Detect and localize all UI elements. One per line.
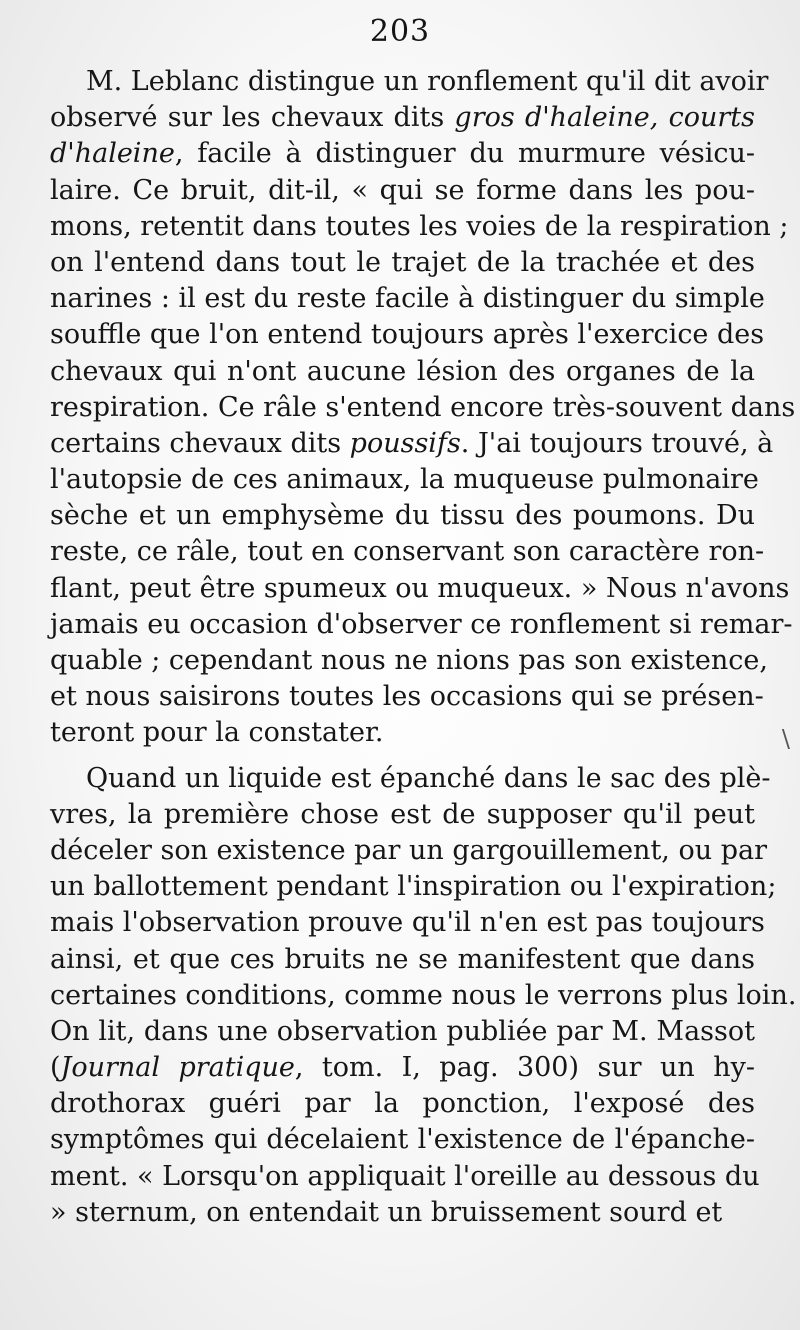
text-segment: , tom. I, pag. 300) sur un hy- xyxy=(294,1052,755,1084)
text-segment: , facile à distinguer du murmure vésicu- xyxy=(174,138,755,170)
text-segment: ainsi, et que ces bruits ne se manifestent que dans xyxy=(50,943,755,975)
text-line xyxy=(50,426,774,462)
paragraph xyxy=(50,761,797,1231)
italic-text: Journal pratique xyxy=(60,1052,295,1084)
text-segment: reste, ce râle, tout en conservant son caractère ron- xyxy=(50,536,765,568)
text-segment: mais l'observation prouve qu'il n'en est pas toujours xyxy=(50,907,765,939)
text-line xyxy=(50,905,765,941)
text-segment: on l'entend dans tout le trajet de la trachée et des xyxy=(50,246,755,278)
text-segment: déceler son existence par un gargouillement, ou par xyxy=(50,834,767,866)
text-line xyxy=(50,354,755,390)
text-segment: narines : il est du reste facile à distinguer du simple xyxy=(50,283,765,315)
text-line xyxy=(50,100,755,136)
text-segment: sèche et un emphysème du tissu des poumons. Du xyxy=(50,500,755,532)
text-line xyxy=(50,797,755,833)
text-line xyxy=(50,317,765,353)
text-line xyxy=(50,64,769,100)
text-segment: quable ; cependant nous ne nions pas son existence, xyxy=(50,645,768,676)
text-line xyxy=(50,607,793,643)
text-line xyxy=(50,869,777,905)
text-segment: teront pour la constater. xyxy=(50,717,384,749)
text-line xyxy=(50,1050,755,1086)
text-line xyxy=(50,390,796,426)
text-line xyxy=(50,245,755,281)
text-line xyxy=(50,942,755,978)
text-line xyxy=(50,498,755,534)
text-line xyxy=(50,1159,760,1195)
italic-text: gros d'haleine, courts xyxy=(454,102,755,134)
text-line xyxy=(50,715,755,751)
text-line xyxy=(50,978,797,1014)
text-segment: certains chevaux dits xyxy=(50,427,350,459)
text-segment: ( xyxy=(50,1052,61,1084)
text-segment: laire. Ce bruit, dit-il, « qui se forme dans les pou- xyxy=(50,174,755,206)
text-segment: certaines conditions, comme nous le verrons plus loin. xyxy=(50,979,797,1011)
text-segment: flant, peut être spumeux ou muqueux. » Nous n'avons xyxy=(50,572,790,604)
text-segment: » sternum, on entendait un bruissement sourd et xyxy=(50,1196,723,1228)
text-line xyxy=(50,833,767,869)
text-segment: un ballottement pendant l'inspiration ou l'expiration; xyxy=(50,871,777,903)
text-line xyxy=(50,643,768,679)
text-segment: . J'ai toujours trouvé, à xyxy=(460,427,774,459)
text-line xyxy=(50,281,765,317)
text-segment: respiration. Ce râle s'entend encore très-souvent dans xyxy=(50,391,796,423)
text-segment: Quand un liquide est épanché dans le sac des plè- xyxy=(86,762,771,794)
text-segment: On lit, dans une observation publiée par M. Massot xyxy=(50,1015,755,1047)
text-segment: M. Leblanc distingue un ronflement qu'il dit avoir xyxy=(86,66,769,97)
text-segment: jamais eu occasion d'observer ce ronflement si remar- xyxy=(50,608,793,640)
text-line xyxy=(50,209,789,245)
text-line xyxy=(50,571,790,607)
paragraph xyxy=(50,64,796,752)
text-line xyxy=(50,679,764,715)
italic-text: d'haleine xyxy=(50,138,175,170)
text-segment: chevaux qui n'ont aucune lésion des organes de la xyxy=(50,355,755,387)
text-line xyxy=(50,1122,755,1158)
text-line xyxy=(50,173,755,209)
text-line xyxy=(50,1014,755,1050)
text-segment: symptômes qui décelaient l'existence de l'épanche- xyxy=(50,1124,755,1156)
text-segment: vres, la première chose est de supposer qu'il peut xyxy=(50,798,755,830)
text-segment: ment. « Lorsqu'on appliquait l'oreille au dessous du xyxy=(50,1160,760,1192)
page-number: 203 xyxy=(369,14,431,49)
text-segment: et nous saisirons toutes les occasions qui se présen- xyxy=(50,681,764,713)
italic-text: poussifs xyxy=(349,427,461,459)
text-segment: drothorax guéri par la ponction, l'exposé des xyxy=(50,1088,755,1120)
text-line xyxy=(50,136,755,172)
text-segment: l'autopsie de ces animaux, la muqueuse pulmonaire xyxy=(50,464,759,496)
text-line xyxy=(50,462,759,498)
text-line xyxy=(50,1086,755,1122)
text-line xyxy=(50,1195,755,1231)
text-line xyxy=(50,761,771,797)
text-segment: observé sur les chevaux dits xyxy=(50,102,455,134)
body-text xyxy=(50,64,797,1231)
text-segment: souffle que l'on entend toujours après l'exercice des xyxy=(50,319,765,351)
text-line xyxy=(50,534,765,570)
margin-mark: \ xyxy=(781,725,790,753)
text-segment: mons, retentit dans toutes les voies de la respiration ; xyxy=(50,210,789,242)
